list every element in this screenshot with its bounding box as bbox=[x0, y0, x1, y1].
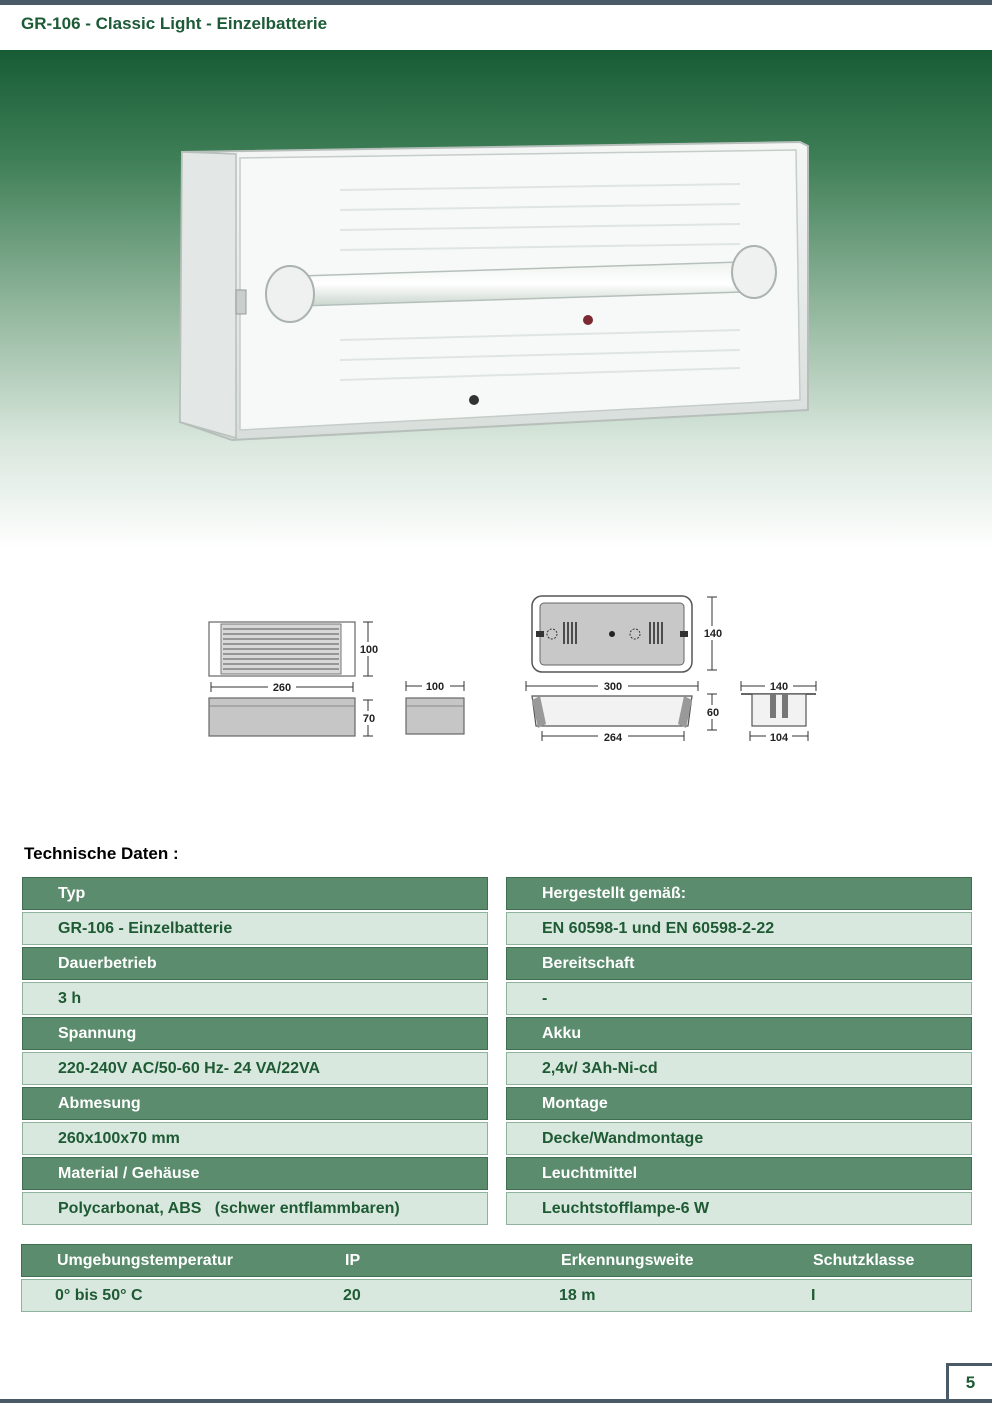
environment-table-header bbox=[21, 1244, 972, 1277]
header-schutzklasse: Schutzklasse bbox=[813, 1251, 915, 1269]
spec-label-spannung: Spannung bbox=[22, 1017, 488, 1050]
spec-value-typ: GR-106 - Einzelbatterie bbox=[22, 912, 488, 945]
dim-front-depth: 70 bbox=[362, 713, 376, 725]
dim-front-height: 100 bbox=[359, 644, 379, 656]
spec-label-abmesung: Abmesung bbox=[22, 1087, 488, 1120]
spec-value-spannung: 220-240V AC/50-60 Hz- 24 VA/22VA bbox=[22, 1052, 488, 1085]
front-view-drawing bbox=[209, 622, 380, 736]
bottom-border bbox=[0, 1399, 992, 1403]
technical-drawings bbox=[200, 588, 830, 748]
spec-label-leuchtmittel: Leuchtmittel bbox=[506, 1157, 972, 1190]
specs-right-column bbox=[506, 877, 972, 1227]
spec-value-material: Polycarbonat, ABS (schwer entflammbaren) bbox=[22, 1192, 488, 1225]
header-umgebungstemperatur: Umgebungstemperatur bbox=[57, 1251, 234, 1269]
spec-label-typ: Typ bbox=[22, 877, 488, 910]
top-border bbox=[0, 0, 992, 5]
spec-label-hergestellt: Hergestellt gemäß: bbox=[506, 877, 972, 910]
spec-label-bereitschaft: Bereitschaft bbox=[506, 947, 972, 980]
header-ip: IP bbox=[345, 1251, 361, 1269]
spec-label-dauerbetrieb: Dauerbetrieb bbox=[22, 947, 488, 980]
dim-front-width: 260 bbox=[272, 682, 292, 694]
spec-value-akku: 2,4v/ 3Ah-Ni-cd bbox=[506, 1052, 972, 1085]
value-schutzklasse: I bbox=[811, 1286, 816, 1304]
spec-value-hergestellt: EN 60598-1 und EN 60598-2-22 bbox=[506, 912, 972, 945]
spec-label-montage: Montage bbox=[506, 1087, 972, 1120]
spec-label-material: Material / Gehäuse bbox=[22, 1157, 488, 1190]
spec-label-akku: Akku bbox=[506, 1017, 972, 1050]
value-umgebungstemperatur: 0° bis 50° C bbox=[55, 1286, 143, 1304]
product-hero bbox=[0, 50, 992, 550]
mounting-plate-drawing bbox=[526, 596, 726, 744]
dim-mount-side-width: 140 bbox=[769, 681, 789, 693]
value-erkennungsweite: 18 m bbox=[559, 1286, 596, 1304]
environment-table-row bbox=[21, 1279, 972, 1312]
environment-table bbox=[21, 1244, 972, 1314]
value-ip: 20 bbox=[343, 1286, 361, 1304]
dim-mount-width: 300 bbox=[603, 681, 623, 693]
section-title: Technische Daten : bbox=[24, 844, 179, 863]
header-erkennungsweite: Erkennungsweite bbox=[561, 1251, 694, 1269]
side-view-drawing bbox=[406, 679, 464, 734]
specs-left-column bbox=[22, 877, 488, 1227]
spec-value-dauerbetrieb: 3 h bbox=[22, 982, 488, 1015]
spec-value-leuchtmittel: Leuchtstofflampe-6 W bbox=[506, 1192, 972, 1225]
spec-value-montage: Decke/Wandmontage bbox=[506, 1122, 972, 1155]
spec-value-abmesung: 260x100x70 mm bbox=[22, 1122, 488, 1155]
dim-side-width: 100 bbox=[425, 681, 445, 693]
page-title: GR-106 - Classic Light - Einzelbatterie bbox=[21, 14, 328, 33]
product-image bbox=[0, 50, 992, 550]
spec-value-bereitschaft: - bbox=[506, 982, 972, 1015]
dim-mount-inner-width: 264 bbox=[603, 732, 623, 744]
dim-mount-depth: 60 bbox=[706, 707, 720, 719]
dim-mount-side-inner-width: 104 bbox=[769, 732, 789, 744]
mount-side-drawing bbox=[741, 679, 816, 744]
dim-mount-height: 140 bbox=[703, 628, 723, 640]
page-number: 5 bbox=[946, 1363, 992, 1399]
